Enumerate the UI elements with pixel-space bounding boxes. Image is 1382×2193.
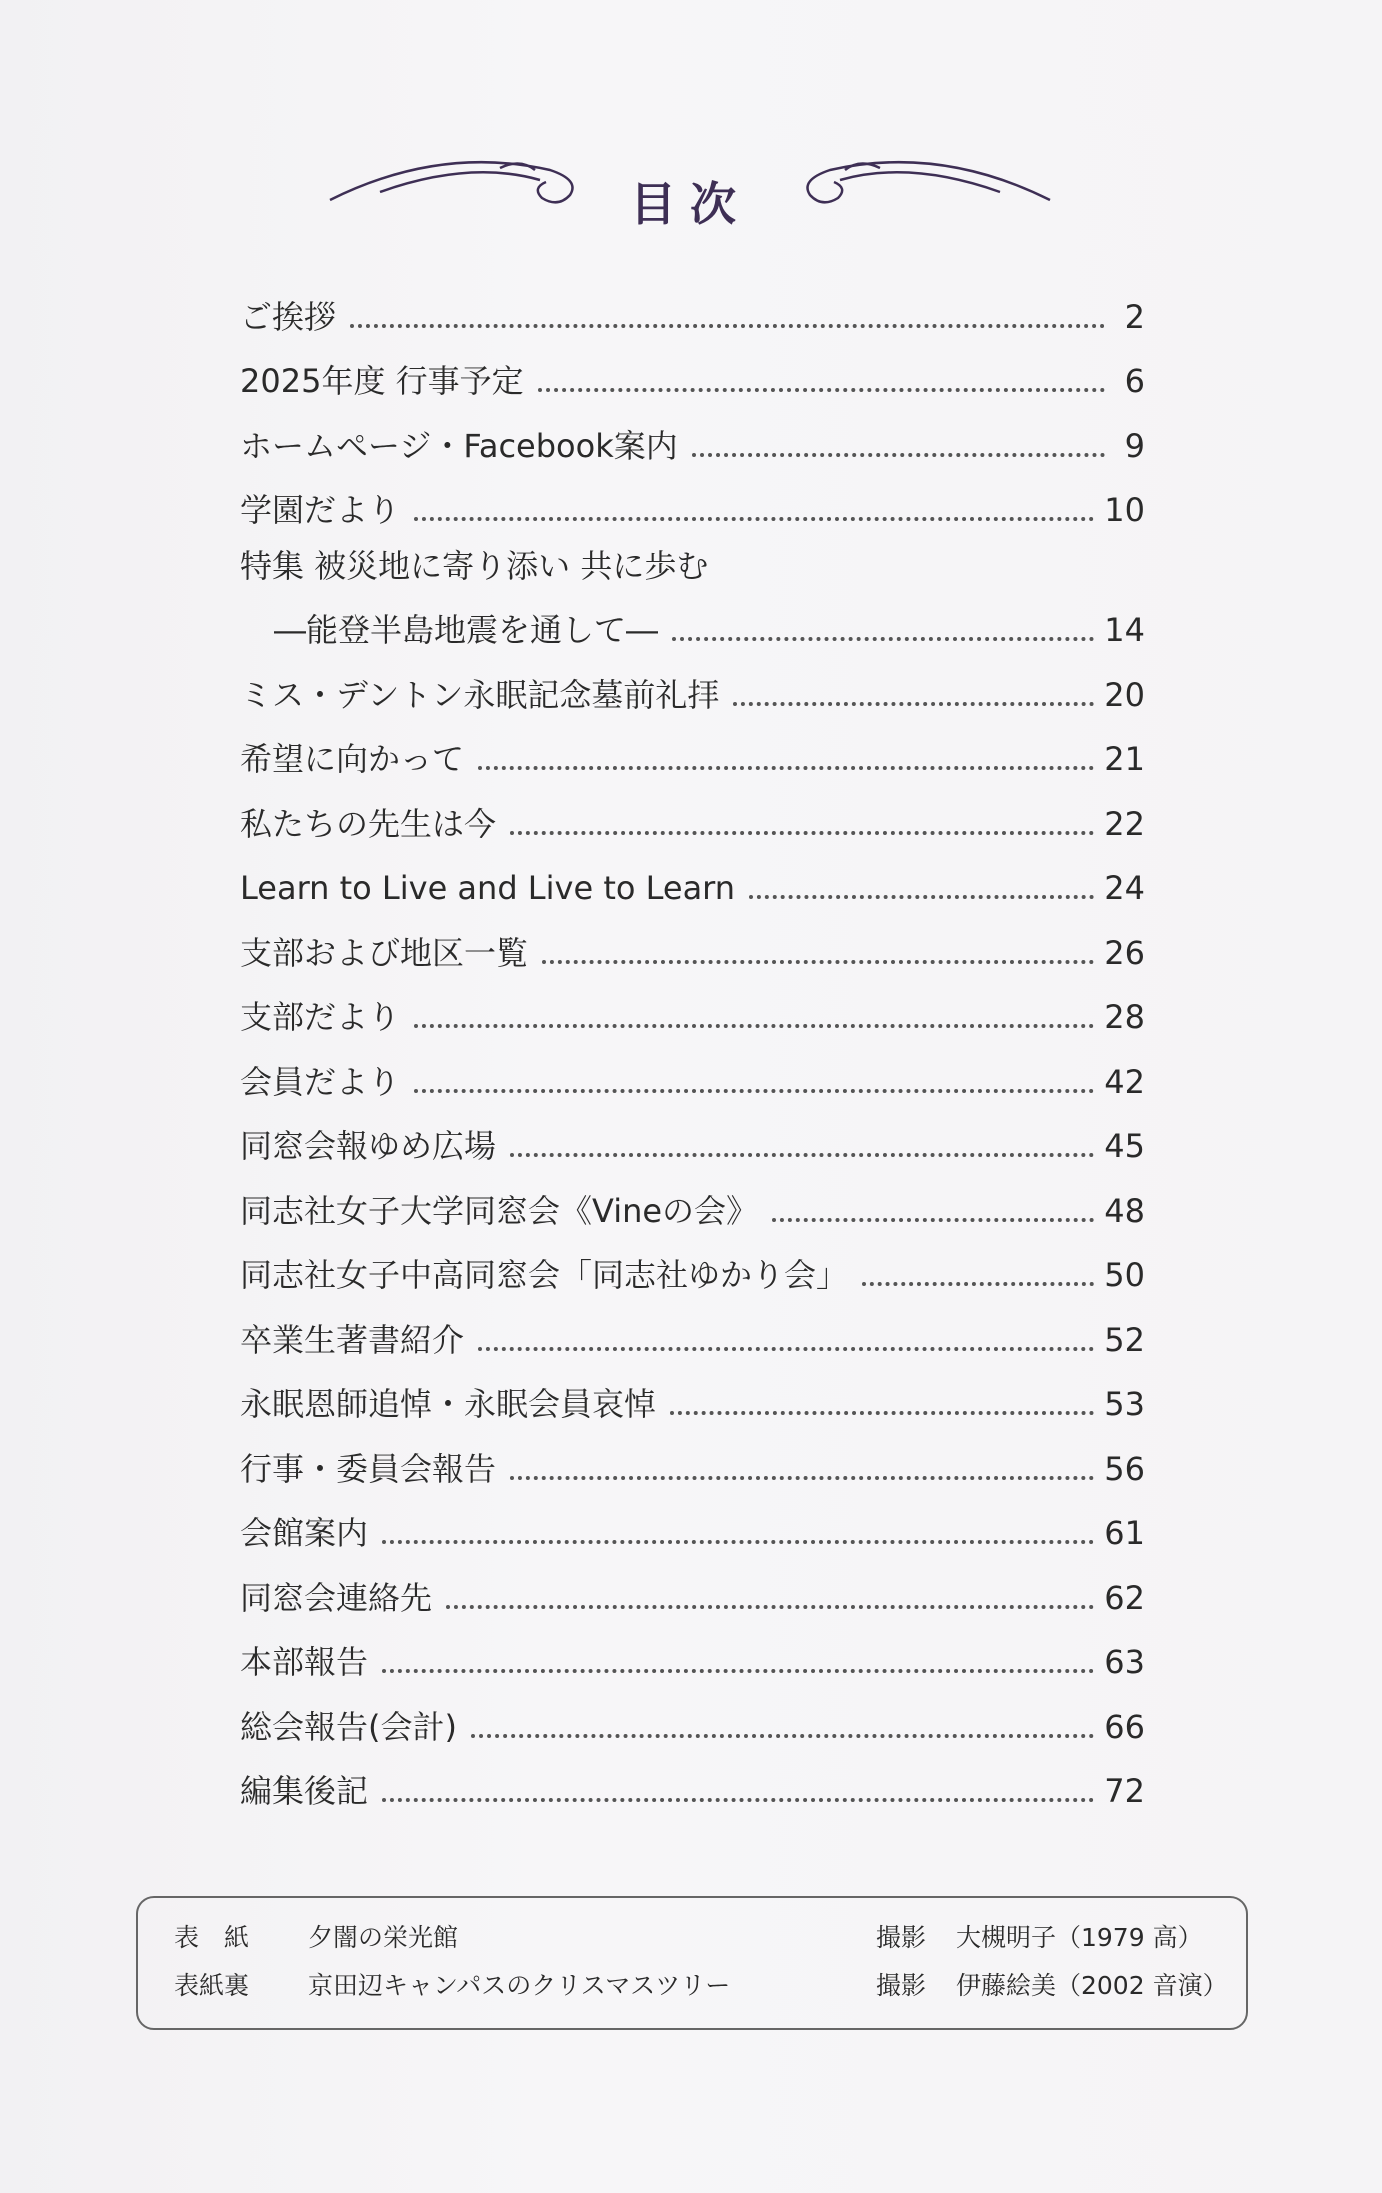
- toc-entry: [240, 1682, 1145, 1747]
- toc-entry-page: 9: [1124, 426, 1145, 465]
- credit-value: 京田辺キャンパスのクリスマスツリー: [308, 1971, 731, 2000]
- toc-entry-label: ホームページ・Facebook案内: [240, 426, 678, 465]
- toc-entry-label: 会館案内: [240, 1514, 369, 1552]
- toc-entry-page: 26: [1104, 933, 1145, 972]
- toc-entry: [240, 1618, 1145, 1683]
- toc-entry-page: 50: [1104, 1256, 1145, 1294]
- toc-entry: [240, 779, 1145, 844]
- toc-entry-page: 28: [1104, 998, 1145, 1036]
- toc-entry-page: 2: [1124, 297, 1145, 336]
- toc-leader-dots: [446, 1605, 1094, 1609]
- toc-leader-dots: [478, 1347, 1094, 1351]
- toc-entry-label: 総会報告(会計): [240, 1707, 457, 1746]
- toc-entry: [240, 1295, 1145, 1360]
- toc-entry-label: ミス・デントン永眠記念墓前礼拝: [240, 675, 720, 714]
- toc-entry-page: 53: [1104, 1385, 1145, 1423]
- toc-entry-label: 卒業生著書紹介: [240, 1320, 465, 1359]
- toc-entry-page: 21: [1104, 740, 1145, 778]
- credit-key: 表紙裏: [174, 1971, 250, 2000]
- toc-leader-dots: [350, 324, 1105, 328]
- toc-entry-label: 特集 被災地に寄り添い 共に歩む: [240, 547, 709, 585]
- toc-entry-label: 私たちの先生は今: [240, 804, 497, 843]
- toc-entry-label: 支部だより: [240, 998, 401, 1036]
- toc-entry-page: 22: [1104, 804, 1145, 843]
- toc-leader-dots: [862, 1282, 1094, 1286]
- toc-entry-label: 支部および地区一覧: [240, 933, 529, 972]
- toc-entry: [240, 715, 1145, 780]
- toc-entry-label: ―能登半島地震を通して―: [274, 611, 659, 649]
- toc-entry: [240, 272, 1145, 337]
- page-title: 目次: [630, 177, 750, 231]
- toc-entry-page: 52: [1104, 1320, 1145, 1359]
- toc-leader-dots: [382, 1540, 1094, 1544]
- toc-leader-dots: [692, 453, 1105, 457]
- toc-entry: [240, 337, 1145, 402]
- toc-entry: [240, 1553, 1145, 1618]
- toc-entry-label: 本部報告: [240, 1643, 369, 1681]
- toc-entry-label: 永眠恩師追悼・永眠会員哀悼: [240, 1385, 657, 1423]
- toc-leader-dots: [510, 831, 1094, 835]
- toc-entry-label: 編集後記: [240, 1772, 369, 1810]
- toc-entry-label: 同窓会連絡先: [240, 1578, 433, 1617]
- credit-key: 表 紙: [174, 1923, 250, 1952]
- toc-list: [240, 272, 1145, 1811]
- toc-entry-page: 42: [1104, 1062, 1145, 1101]
- toc-leader-dots: [510, 1153, 1094, 1157]
- toc-leader-dots: [414, 1089, 1094, 1093]
- toc-entry: [240, 908, 1145, 973]
- credit-photo-label: 撮影: [876, 1971, 927, 2000]
- toc-entry: [240, 530, 1145, 586]
- toc-entry-page: 20: [1104, 675, 1145, 714]
- toc-entry: [240, 586, 1145, 650]
- credit-photographer: 伊藤絵美（2002 音演）: [956, 1971, 1228, 2000]
- toc-entry: [240, 1424, 1145, 1489]
- toc-leader-dots: [414, 517, 1094, 521]
- toc-leader-dots: [772, 1218, 1094, 1222]
- credit-photo-label: 撮影: [876, 1923, 927, 1952]
- credit-row: [174, 1918, 1224, 1958]
- toc-entry-page: 56: [1104, 1449, 1145, 1488]
- toc-entry-label: 希望に向かって: [240, 740, 465, 778]
- toc-entry: [240, 1360, 1145, 1425]
- credit-row: [174, 1966, 1228, 2006]
- toc-entry-page: 48: [1104, 1191, 1145, 1230]
- toc-entry-page: 24: [1104, 869, 1145, 907]
- credit-photographer: 大槻明子（1979 高）: [956, 1923, 1203, 1952]
- toc-entry-page: 45: [1104, 1127, 1145, 1165]
- toc-entry: [240, 1489, 1145, 1554]
- toc-entry-label: 同志社女子大学同窓会《Vineの会》: [240, 1191, 759, 1230]
- toc-entry-page: 62: [1104, 1578, 1145, 1617]
- title-block: [320, 140, 1060, 240]
- toc-entry-page: 61: [1104, 1514, 1145, 1552]
- toc-entry-label: 会員だより: [240, 1062, 401, 1101]
- toc-entry: [240, 1231, 1145, 1296]
- toc-entry-label: 2025年度 行事予定: [240, 362, 524, 400]
- toc-entry-page: 14: [1104, 611, 1145, 649]
- toc-entry-page: 10: [1104, 491, 1145, 529]
- toc-leader-dots: [414, 1024, 1094, 1028]
- toc-entry-page: 66: [1104, 1707, 1145, 1746]
- credits-box: [136, 1896, 1248, 2030]
- toc-leader-dots: [542, 960, 1094, 964]
- toc-entry-page: 6: [1124, 362, 1145, 400]
- toc-entry: [240, 650, 1145, 715]
- toc-leader-dots: [510, 1476, 1094, 1480]
- toc-entry-label: 学園だより: [240, 491, 401, 529]
- toc-leader-dots: [478, 766, 1094, 770]
- toc-leader-dots: [382, 1798, 1094, 1802]
- toc-entry: [240, 466, 1145, 531]
- toc-entry-page: 63: [1104, 1643, 1145, 1681]
- toc-entry-label: 行事・委員会報告: [240, 1449, 497, 1488]
- toc-entry-label: ご挨拶: [240, 297, 337, 336]
- toc-entry-label: Learn to Live and Live to Learn: [240, 869, 736, 907]
- toc-entry: [240, 1166, 1145, 1231]
- toc-entry: [240, 973, 1145, 1038]
- toc-entry-page: 72: [1104, 1772, 1145, 1810]
- toc-leader-dots: [733, 702, 1094, 706]
- toc-leader-dots: [670, 1411, 1094, 1415]
- toc-entry: [240, 401, 1145, 466]
- toc-entry: [240, 1102, 1145, 1167]
- toc-entry-label: 同志社女子中高同窓会「同志社ゆかり会」: [240, 1256, 849, 1294]
- toc-leader-dots: [538, 388, 1105, 392]
- toc-entry: [240, 1747, 1145, 1812]
- credit-value: 夕闇の栄光館: [308, 1923, 459, 1952]
- toc-leader-dots: [749, 895, 1094, 899]
- toc-entry: [240, 1037, 1145, 1102]
- toc-entry-label: 同窓会報ゆめ広場: [240, 1127, 497, 1165]
- toc-entry: [240, 844, 1145, 909]
- toc-leader-dots: [672, 637, 1094, 641]
- toc-leader-dots: [471, 1734, 1094, 1738]
- toc-leader-dots: [382, 1669, 1094, 1673]
